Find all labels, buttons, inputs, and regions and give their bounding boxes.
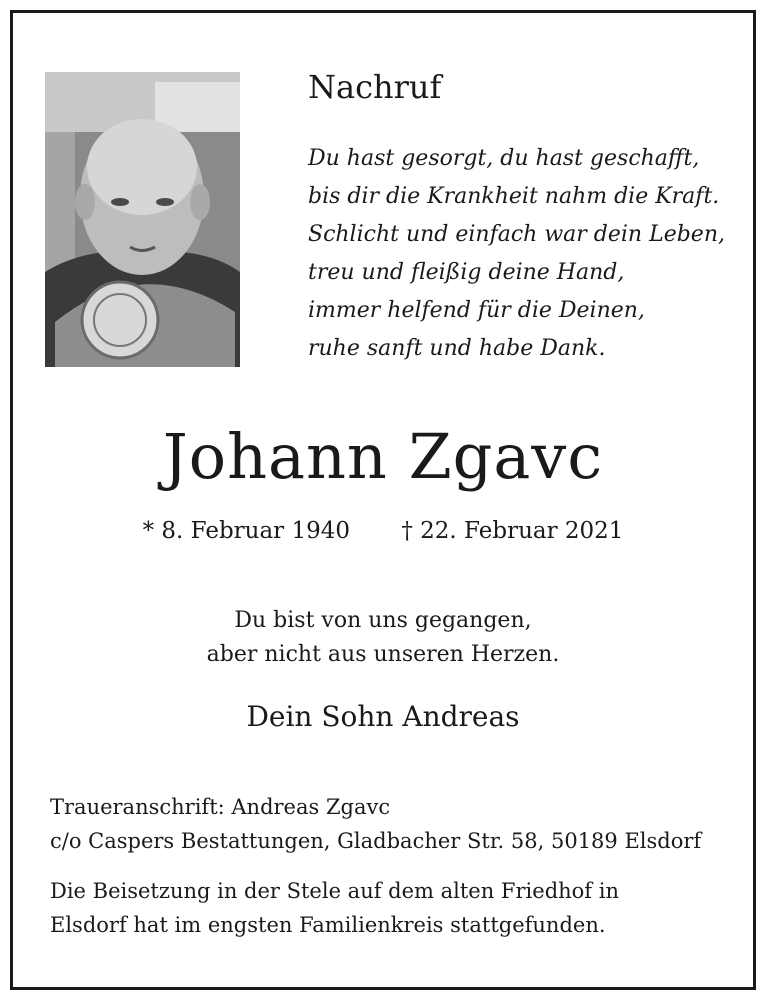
farewell-line: Du bist von uns gegangen, [234, 608, 532, 633]
funeral-info [50, 874, 619, 942]
poem-line: Du hast gesorgt, du hast geschafft, [308, 146, 700, 171]
address-line: c/o Caspers Bestattungen, Gladbacher Str. 58, 50189 Elsdorf [50, 829, 702, 853]
farewell-line: aber nicht aus unseren Herzen. [206, 642, 560, 667]
portrait-image [45, 72, 240, 367]
mourning-address [50, 790, 701, 858]
poem-line: Schlicht und einfach war dein Leben, [308, 222, 725, 247]
funeral-line: Die Beisetzung in der Stele auf dem alten Friedhof in [50, 879, 619, 903]
farewell-text [0, 604, 766, 672]
poem-line: immer helfend für die Deinen, [308, 298, 645, 323]
birth-date: * 8. Februar 1940 [142, 518, 351, 544]
poem-line: bis dir die Krankheit nahm die Kraft. [308, 184, 720, 209]
notice-heading: Nachruf [308, 68, 442, 106]
poem-line: treu und fleißig deine Hand, [308, 260, 625, 285]
signature: Dein Sohn Andreas [246, 700, 520, 733]
life-dates [0, 518, 766, 544]
poem [308, 140, 725, 368]
death-date: † 22. Februar 2021 [401, 518, 624, 544]
funeral-line: Elsdorf hat im engsten Familienkreis stattgefunden. [50, 913, 606, 937]
poem-line: ruhe sanft und habe Dank. [308, 336, 606, 361]
deceased-name: Johann Zgavc [162, 420, 604, 493]
address-line: Traueranschrift: Andreas Zgavc [50, 795, 391, 819]
portrait-photo [45, 72, 240, 367]
